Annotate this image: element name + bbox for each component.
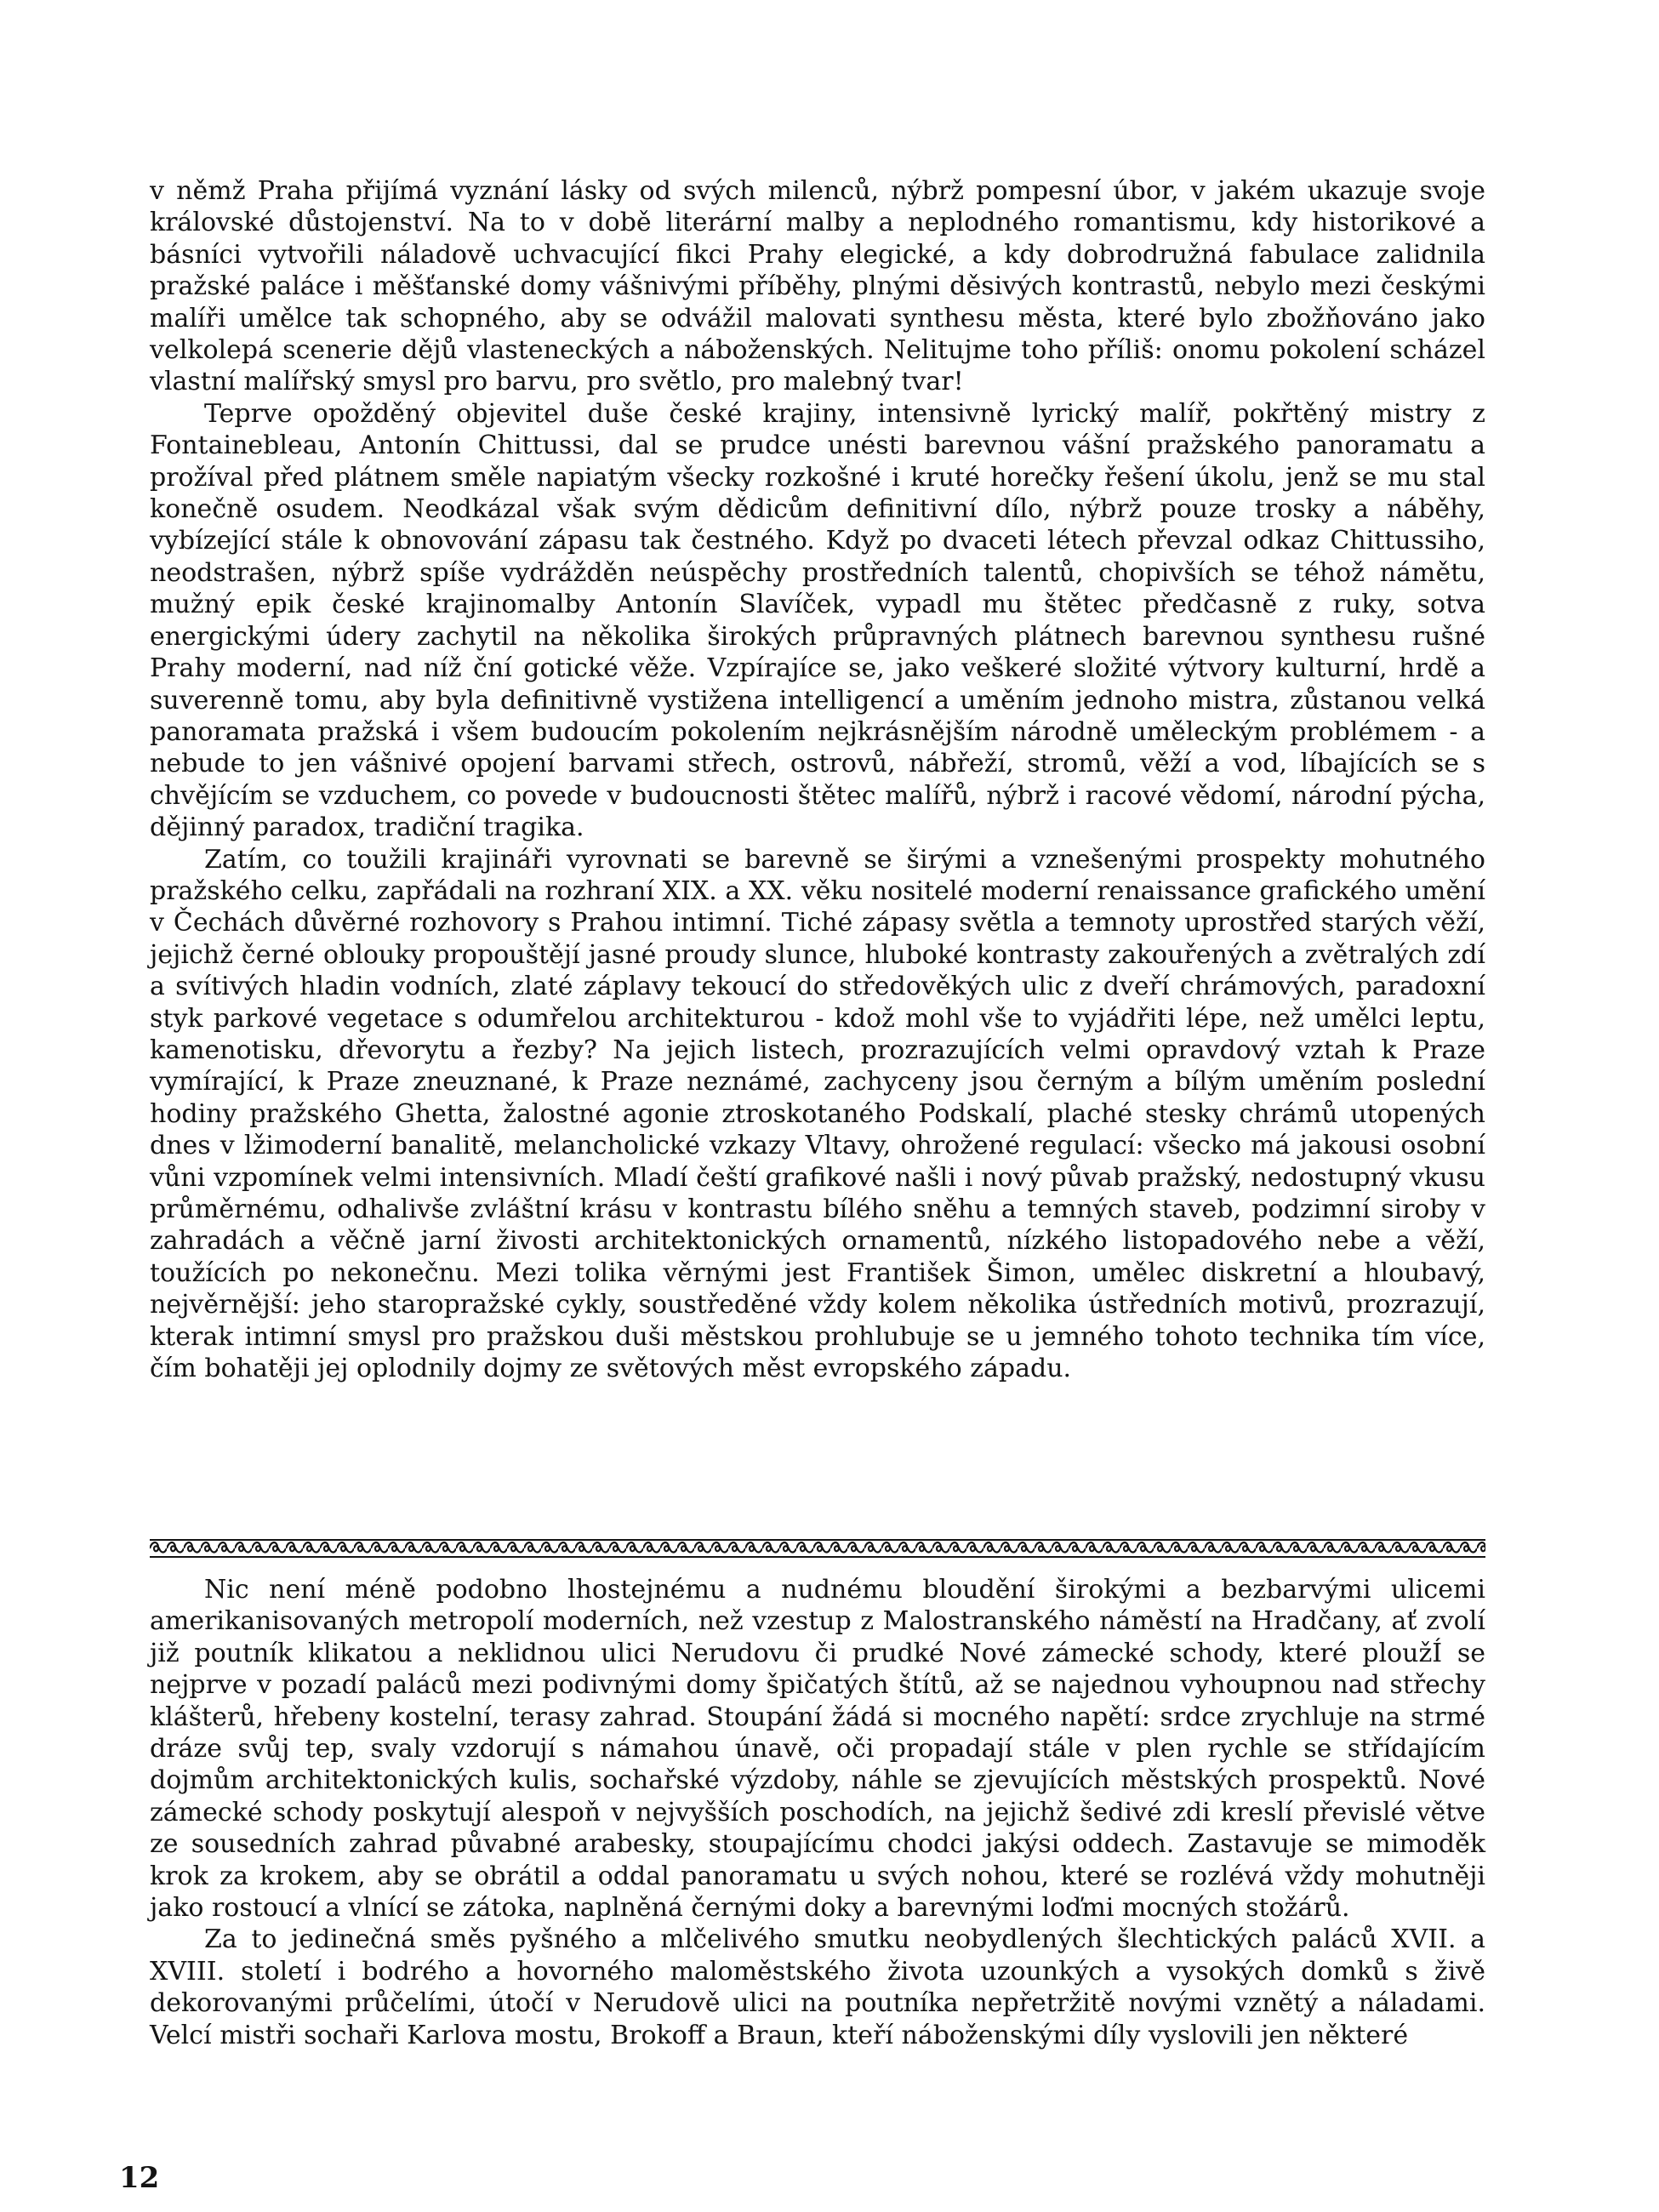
text-block-bottom xyxy=(150,1574,1485,2051)
paragraph: Za to jedinečná směs pyšného a mlčelivého smutku neobydlených šlechtických paláců XVII. a XVIII. století i bodrého a hovorného maloměstského života uzounkých a vysokých domků s živě dekorovanými průčelími, útočí v Nerudově ulici na poutníka nepřetržitě novými vznětý a náladami. Velcí mistři sochaři Karlova mostu, Brokoff a Braun, kteří náboženskými díly vyslovili jen některé xyxy=(150,1924,1485,2050)
paragraph: Teprve opožděný objevitel duše české krajiny, intensivně lyrický malíř, pokřtěný mistry z Fontainebleau, Antonín Chittussi, dal se prudce unésti barevnou vášní pražského panoramatu a prožíval před plátnem směle napiatým všecky rozkošné i kruté horečky řešení úkolu, jenž se mu stal konečně osudem. Neodkázal však svým dědicům definitivní dílo, nýbrž pouze trosky a náběhy, vybízející stále k obnovování zápasu tak čestného. Když po dvaceti létech převzal odkaz Chittussiho, neodstrašen, nýbrž spíše vydrážděn neúspěchy prostředních talentů, chopivších se téhož námětu, mužný epik české krajinomalby Antonín Slavíček, vypadl mu štětec předčasně z ruky, sotva energickými údery zachytil na několika širokých průpravných plátnech barevnou synthesu rušné Prahy moderní, nad níž ční gotické věže. Vzpírajíce se, jako veškeré složité výtvory kulturní, hrdě a suverenně tomu, aby byla definitivně vystižena intelligencí a uměním jednoho mistra, zůstanou velká panoramata pražská i všem budoucím pokolením nejkrásnějším národně uměleckým problémem - a nebude to jen vášnivé opojení barvami střech, ostrovů, nábřeží, stromů, věží a vod, líbajících se s chvějícím se vzduchem, co povede v budoucnosti štětec malířů, nýbrž i racové vědomí, národní pýcha, dějinný paradox, tradiční tragika. xyxy=(150,398,1485,843)
paragraph: v němž Praha přijímá vyznání lásky od svých milenců, nýbrž pompesní úbor, v jakém ukazuje svoje královské důstojenství. Na to v době literární malby a neplodného romantismu, kdy historikové a básníci vytvořili náladově uchvacující fikci Prahy elegické, a kdy dobrodružná fabulace zalidnila pražské paláce i měšťanské domy vášnivými příběhy, plnými děsivých kontrastů, nebylo mezi českými malíři umělce tak schopného, aby se odvážil malovati synthesu města, které bylo zbožňováno jako velkolepá scenerie dějů vlasteneckých a náboženských. Nelitujme toho příliš: onomu pokolení scházel vlastní malířský smysl pro barvu, pro světlo, pro malebný tvar! xyxy=(150,176,1485,397)
text-block-top xyxy=(150,175,1485,1384)
wave-ornament-divider-icon xyxy=(150,1538,1485,1559)
paragraph: Nic není méně podobno lhostejnému a nudnému bloudění širokými a bezbarvými ulicemi amerikanisovaných metropolí moderních, než vzestup z Malostranského náměstí na Hradčany, ať zvolí již poutník klikatou a neklidnou ulici Nerudovu či prudké Nové zámecké schody, které ploužÍ se nejprve v pozadí paláců mezi podivnými domy špičatých štítů, až se najednou vyhoupnou nad střechy klášterů, hřebeny kostelní, terasy zahrad. Stoupání žádá si mocného napětí: srdce zrychluje na strmé dráze svůj tep, svaly vzdorují s námahou únavě, oči propadají stále v plen rychle se střídajícím dojmům architektonických kulis, sochařské výzdoby, náhle se zjevujících městských prospektů. Nové zámecké schody poskytují alespoň v nejvyšších poschodích, na jejichž šedivé zdi kreslí převislé větve ze sousedních zahrad půvabné arabesky, stoupajícímu chodci jakýsi oddech. Zastavuje se mimoděk krok za krokem, aby se obrátil a oddal panoramatu u svých nohou, které se rozlévá vždy mohutněji jako rostoucí a vlnící se zátoka, naplněná černými doky a barevnými loďmi mocných stožárů. xyxy=(150,1575,1485,1924)
page-number: 12 xyxy=(119,2161,160,2195)
paragraph: Zatím, co toužili krajináři vyrovnati se barevně se širými a vznešenými prospekty mohutného pražského celku, zapřádali na rozhraní XIX. a XX. věku nositelé moderní renaissance grafického umění v Čechách důvěrné rozhovory s Prahou intimní. Tiché zápasy světla a temnoty uprostřed starých věží, jejichž černé oblouky propouštějí jasné proudy slunce, hluboké kontrasty zakouřených a zvětralých zdí a svítivých hladin vodních, zlaté záplavy tekoucí do středověkých ulic z dveří chrámových, paradoxní styk parkové vegetace s odumřelou architekturou - kdož mohl vše to vyjádřiti lépe, než umělci leptu, kamenotisku, dřevorytu a řezby? Na jejich listech, prozrazujících velmi opravdový vztah k Praze vymírající, k Praze zneuznané, k Praze neznámé, zachyceny jsou černým a bílým uměním poslední hodiny pražského Ghetta, žalostné agonie ztroskotaného Podskalí, plaché stesky chrámů utopených dnes v lžimoderní banalitě, melancholické vzkazy Vltavy, ohrožené regulací: všecko má jakousi osobní vůni vzpomínek velmi intensivních. Mladí čeští grafikové našli i nový půvab pražský, nedostupný vkusu průměrnému, odhalivše zvláštní krásu v kontrastu bílého sněhu a temných staveb, podzimní siroby v zahradách a věčně jarní živosti architektonických ornamentů, nízkého listopadového nebe a věží, toužících po nekonečnu. Mezi tolika věrnými jest František Šimon, umělec diskretní a hloubavý, nejvěrnější: jeho staropražské cykly, soustředěné vždy kolem několika ústředních motivů, prozrazují, kterak intimní smysl pro pražskou duši městskou prohlubuje se u jemného tohoto technika tím více, čím bohatěji jej oplodnily dojmy ze světových měst evropského západu. xyxy=(150,844,1485,1384)
